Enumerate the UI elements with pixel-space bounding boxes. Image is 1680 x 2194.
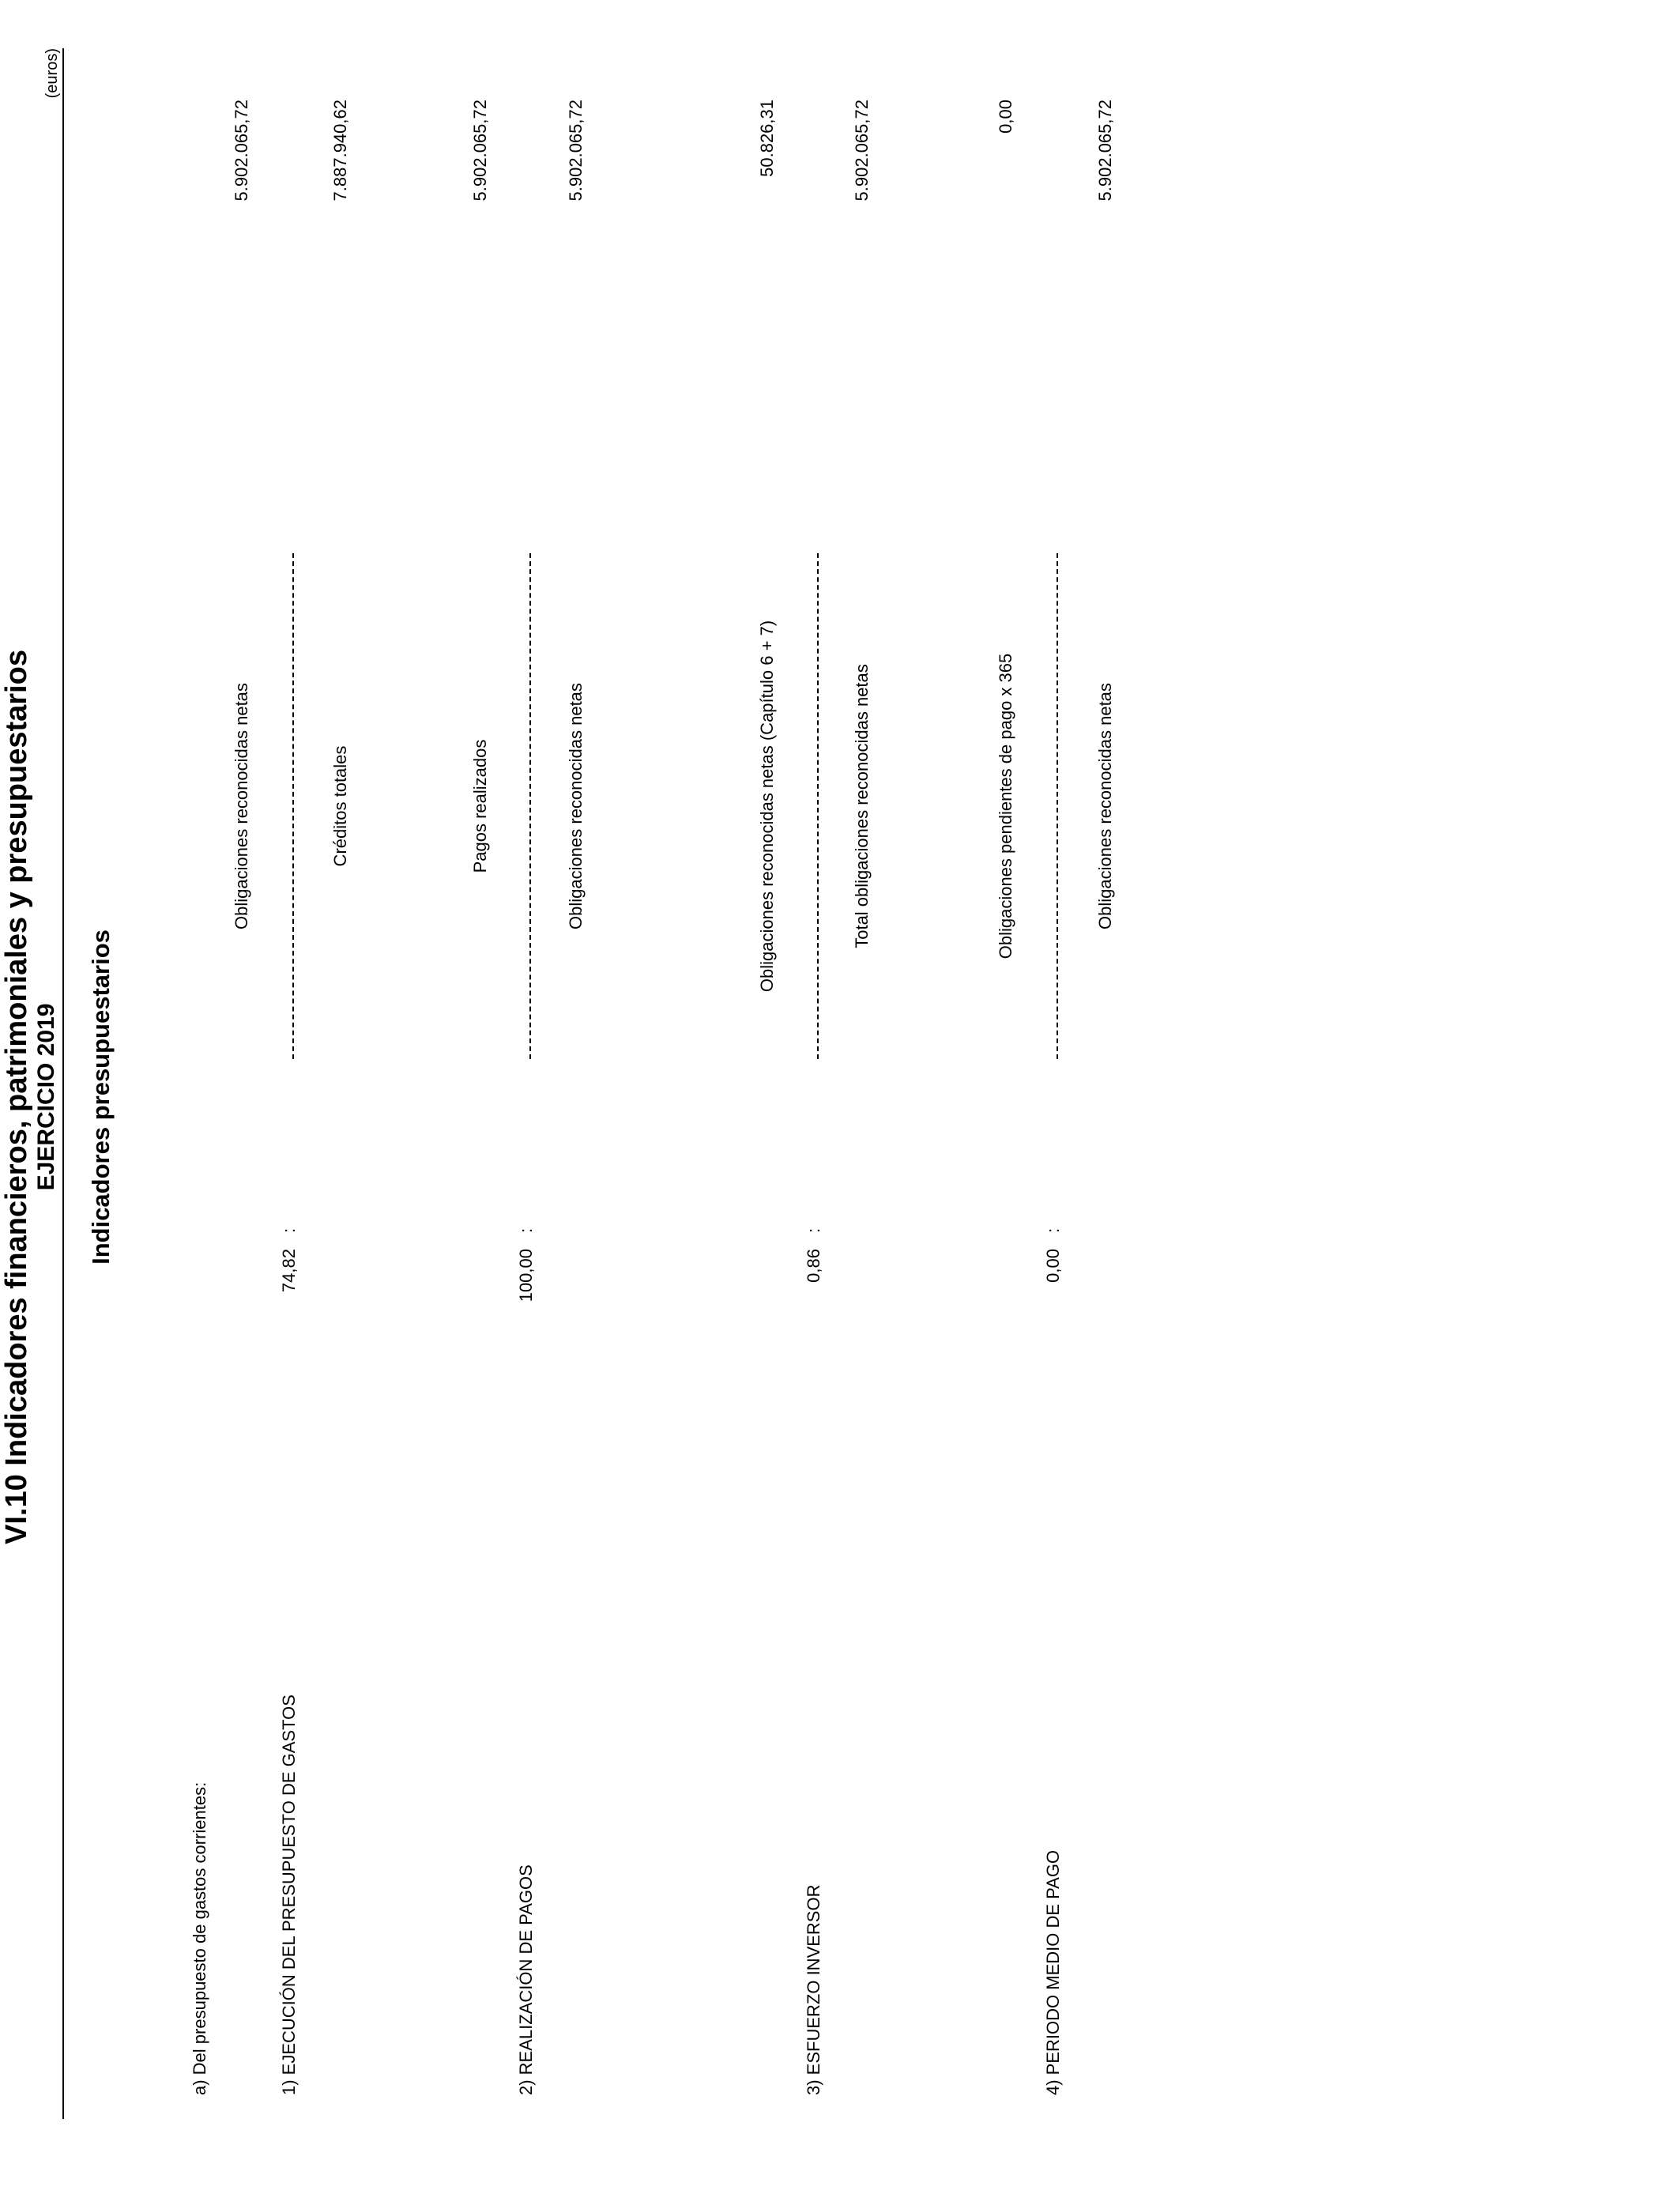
indicator-3-denominator-value: 5.902.065,72 (852, 100, 872, 202)
indicator-2-denominator-label: Obligaciones reconocidas netas (566, 683, 586, 929)
indicator-1-label: 1) EJECUCIÓN DEL PRESUPUESTO DE GASTOS (279, 1695, 299, 2095)
indicator-2-fraction-line (529, 553, 531, 1059)
section-intro: a) Del presupuesto de gastos corrientes: (190, 1781, 209, 2095)
indicator-4-denominator-value: 5.902.065,72 (1095, 100, 1115, 202)
report-subtitle: EJERCICIO 2019 (33, 1003, 59, 1191)
indicator-2-label: 2) REALIZACIÓN DE PAGOS (516, 1864, 536, 2095)
report-title: VI.10 Indicadores financieros, patrimoniales y presupuestarios (0, 650, 33, 1544)
indicator-4-numerator-value: 0,00 (996, 100, 1015, 134)
indicator-3-result: 0,86 (804, 1249, 823, 1283)
indicator-2-numerator-label: Pagos realizados (470, 739, 490, 873)
indicator-1-denominator-value: 7.887.940,62 (330, 100, 350, 202)
indicator-3-colon: : (804, 1227, 823, 1233)
indicator-2-numerator-value: 5.902.065,72 (470, 100, 490, 202)
indicator-1-denominator-label: Créditos totales (330, 745, 350, 867)
indicator-3-numerator-label: Obligaciones reconocidas netas (Capítulo 6 + 7) (757, 620, 777, 993)
indicator-1-numerator-label: Obligaciones reconocidas netas (232, 683, 251, 929)
indicator-3-numerator-value: 50.826,31 (757, 100, 777, 177)
section-title: Indicadores presupuestarios (87, 929, 115, 1265)
header-rule (62, 48, 64, 2119)
indicator-1-result: 74,82 (279, 1249, 299, 1293)
indicator-3-label: 3) ESFUERZO INVERSOR (804, 1884, 823, 2095)
indicator-1-colon: : (279, 1227, 299, 1233)
indicator-4-label: 4) PERIODO MEDIO DE PAGO (1043, 1849, 1063, 2095)
indicator-1-numerator-value: 5.902.065,72 (232, 100, 251, 202)
indicator-4-denominator-label: Obligaciones reconocidas netas (1095, 683, 1115, 929)
indicator-1-fraction-line (292, 553, 294, 1059)
indicator-2-denominator-value: 5.902.065,72 (566, 100, 586, 202)
indicator-4-numerator-label: Obligaciones pendientes de pago x 365 (996, 653, 1015, 959)
indicator-3-denominator-label: Total obligaciones reconocidas netas (852, 664, 872, 948)
indicator-3-fraction-line (817, 553, 819, 1059)
indicator-4-fraction-line (1057, 553, 1058, 1059)
indicator-4-colon: : (1043, 1227, 1063, 1233)
indicator-4-result: 0,00 (1043, 1249, 1063, 1283)
indicator-2-colon: : (516, 1227, 536, 1233)
units-label: (euros) (43, 48, 61, 99)
indicator-2-result: 100,00 (516, 1249, 536, 1302)
